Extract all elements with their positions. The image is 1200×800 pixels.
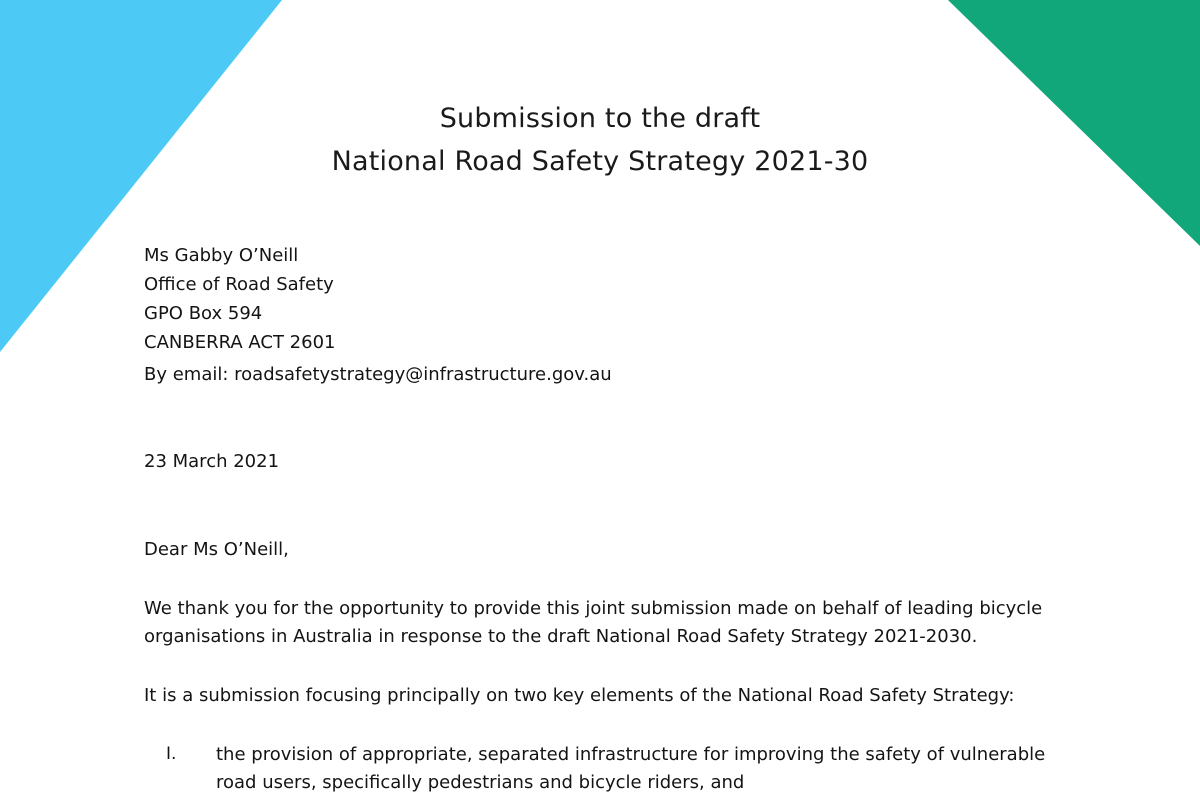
list-item-line-2: road users, specifically pedestrians and bicycle riders, and: [216, 772, 745, 793]
paragraph-2: It is a submission focusing principally on two key elements of the National Road Safety Strategy:: [144, 685, 1015, 706]
document-title-line-2: National Road Safety Strategy 2021-30: [331, 146, 869, 177]
paragraph-1-line-1: We thank you for the opportunity to provide this joint submission made on behalf of leading bicycle: [144, 598, 1043, 619]
list-item-marker: I.: [166, 744, 177, 764]
letter-date: 23 March 2021: [144, 451, 280, 472]
paragraph-1-line-2: organisations in Australia in response to the draft National Road Safety Strategy 2021-2030.: [144, 626, 978, 647]
recipient-email: By email: roadsafetystrategy@infrastructure.gov.au: [144, 364, 612, 385]
recipient-office: Office of Road Safety: [144, 274, 334, 295]
recipient-name: Ms Gabby O’Neill: [144, 245, 299, 266]
recipient-city: CANBERRA ACT 2601: [144, 332, 336, 353]
recipient-postal-box: GPO Box 594: [144, 303, 263, 324]
salutation: Dear Ms O’Neill,: [144, 539, 289, 560]
list-item-line-1: the provision of appropriate, separated infrastructure for improving the safety of vulnerable: [216, 744, 1046, 765]
document-title-line-1: Submission to the draft: [439, 103, 761, 134]
